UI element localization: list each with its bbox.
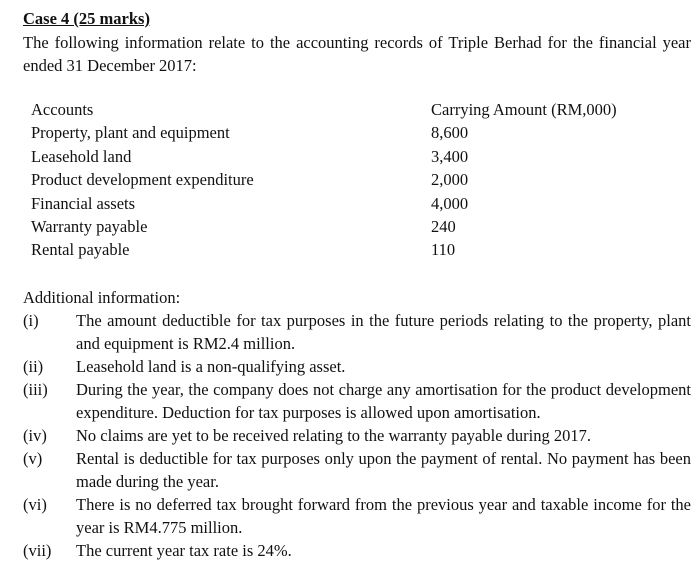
table-row xyxy=(31,192,651,215)
table-row xyxy=(31,145,651,168)
note-label: (vii) xyxy=(23,541,52,560)
account-name: Product development expenditure xyxy=(31,170,254,190)
note-item xyxy=(23,424,691,447)
note-item xyxy=(23,447,691,493)
account-name: Financial assets xyxy=(31,193,136,213)
note-text: The current year tax rate is 24%. xyxy=(76,541,292,560)
table-header-row xyxy=(31,98,651,121)
note-label: (v) xyxy=(23,449,43,468)
account-name: Property, plant and equipment xyxy=(31,123,230,143)
carrying-amount: 3,400 xyxy=(431,146,469,166)
carrying-amount: 4,000 xyxy=(431,193,469,213)
table-row xyxy=(31,215,651,238)
table-row xyxy=(31,238,651,261)
note-text: No claims are yet to be received relating to the warranty payable during 2017. xyxy=(76,426,591,445)
note-label: (i) xyxy=(23,311,39,330)
table-row xyxy=(31,168,651,191)
note-item xyxy=(23,493,691,539)
note-text: Leasehold land is a non-qualifying asset. xyxy=(76,357,346,376)
note-label: (iii) xyxy=(23,380,48,399)
note-item xyxy=(23,539,691,562)
accounts-table xyxy=(31,98,651,262)
note-item xyxy=(23,355,691,378)
note-item xyxy=(23,378,691,424)
carrying-amount: 8,600 xyxy=(431,123,469,143)
additional-info-heading: Additional information: xyxy=(23,288,181,307)
intro-paragraph: The following information relate to the accounting records of Triple Berhad for the financial year ended 31 December 2017: xyxy=(23,33,691,75)
case-heading: Case 4 (25 marks) xyxy=(23,9,150,28)
note-text: During the year, the company does not charge any amortisation for the product development expenditure. Deduction for tax purposes is allowed upon amortisation. xyxy=(76,380,691,422)
note-item xyxy=(23,309,691,355)
account-name: Warranty payable xyxy=(31,216,148,236)
amount-column-header: Carrying Amount (RM,000) xyxy=(431,100,617,119)
carrying-amount: 110 xyxy=(431,240,456,260)
note-text: There is no deferred tax brought forward from the previous year and taxable income for the year is RM4.775 million. xyxy=(76,495,691,537)
carrying-amount: 240 xyxy=(431,216,456,236)
note-label: (iv) xyxy=(23,426,47,445)
account-name: Rental payable xyxy=(31,240,130,260)
carrying-amount: 2,000 xyxy=(431,170,469,190)
note-label: (ii) xyxy=(23,357,44,376)
note-text: Rental is deductible for tax purposes only upon the payment of rental. No payment has been made during the year. xyxy=(76,449,691,491)
note-label: (vi) xyxy=(23,495,47,514)
account-name: Leasehold land xyxy=(31,146,132,166)
note-text: The amount deductible for tax purposes in the future periods relating to the property, plant and equipment is RM2.4 million. xyxy=(76,311,691,353)
accounts-column-header: Accounts xyxy=(31,100,94,119)
notes-list xyxy=(23,309,691,562)
table-row xyxy=(31,121,651,144)
